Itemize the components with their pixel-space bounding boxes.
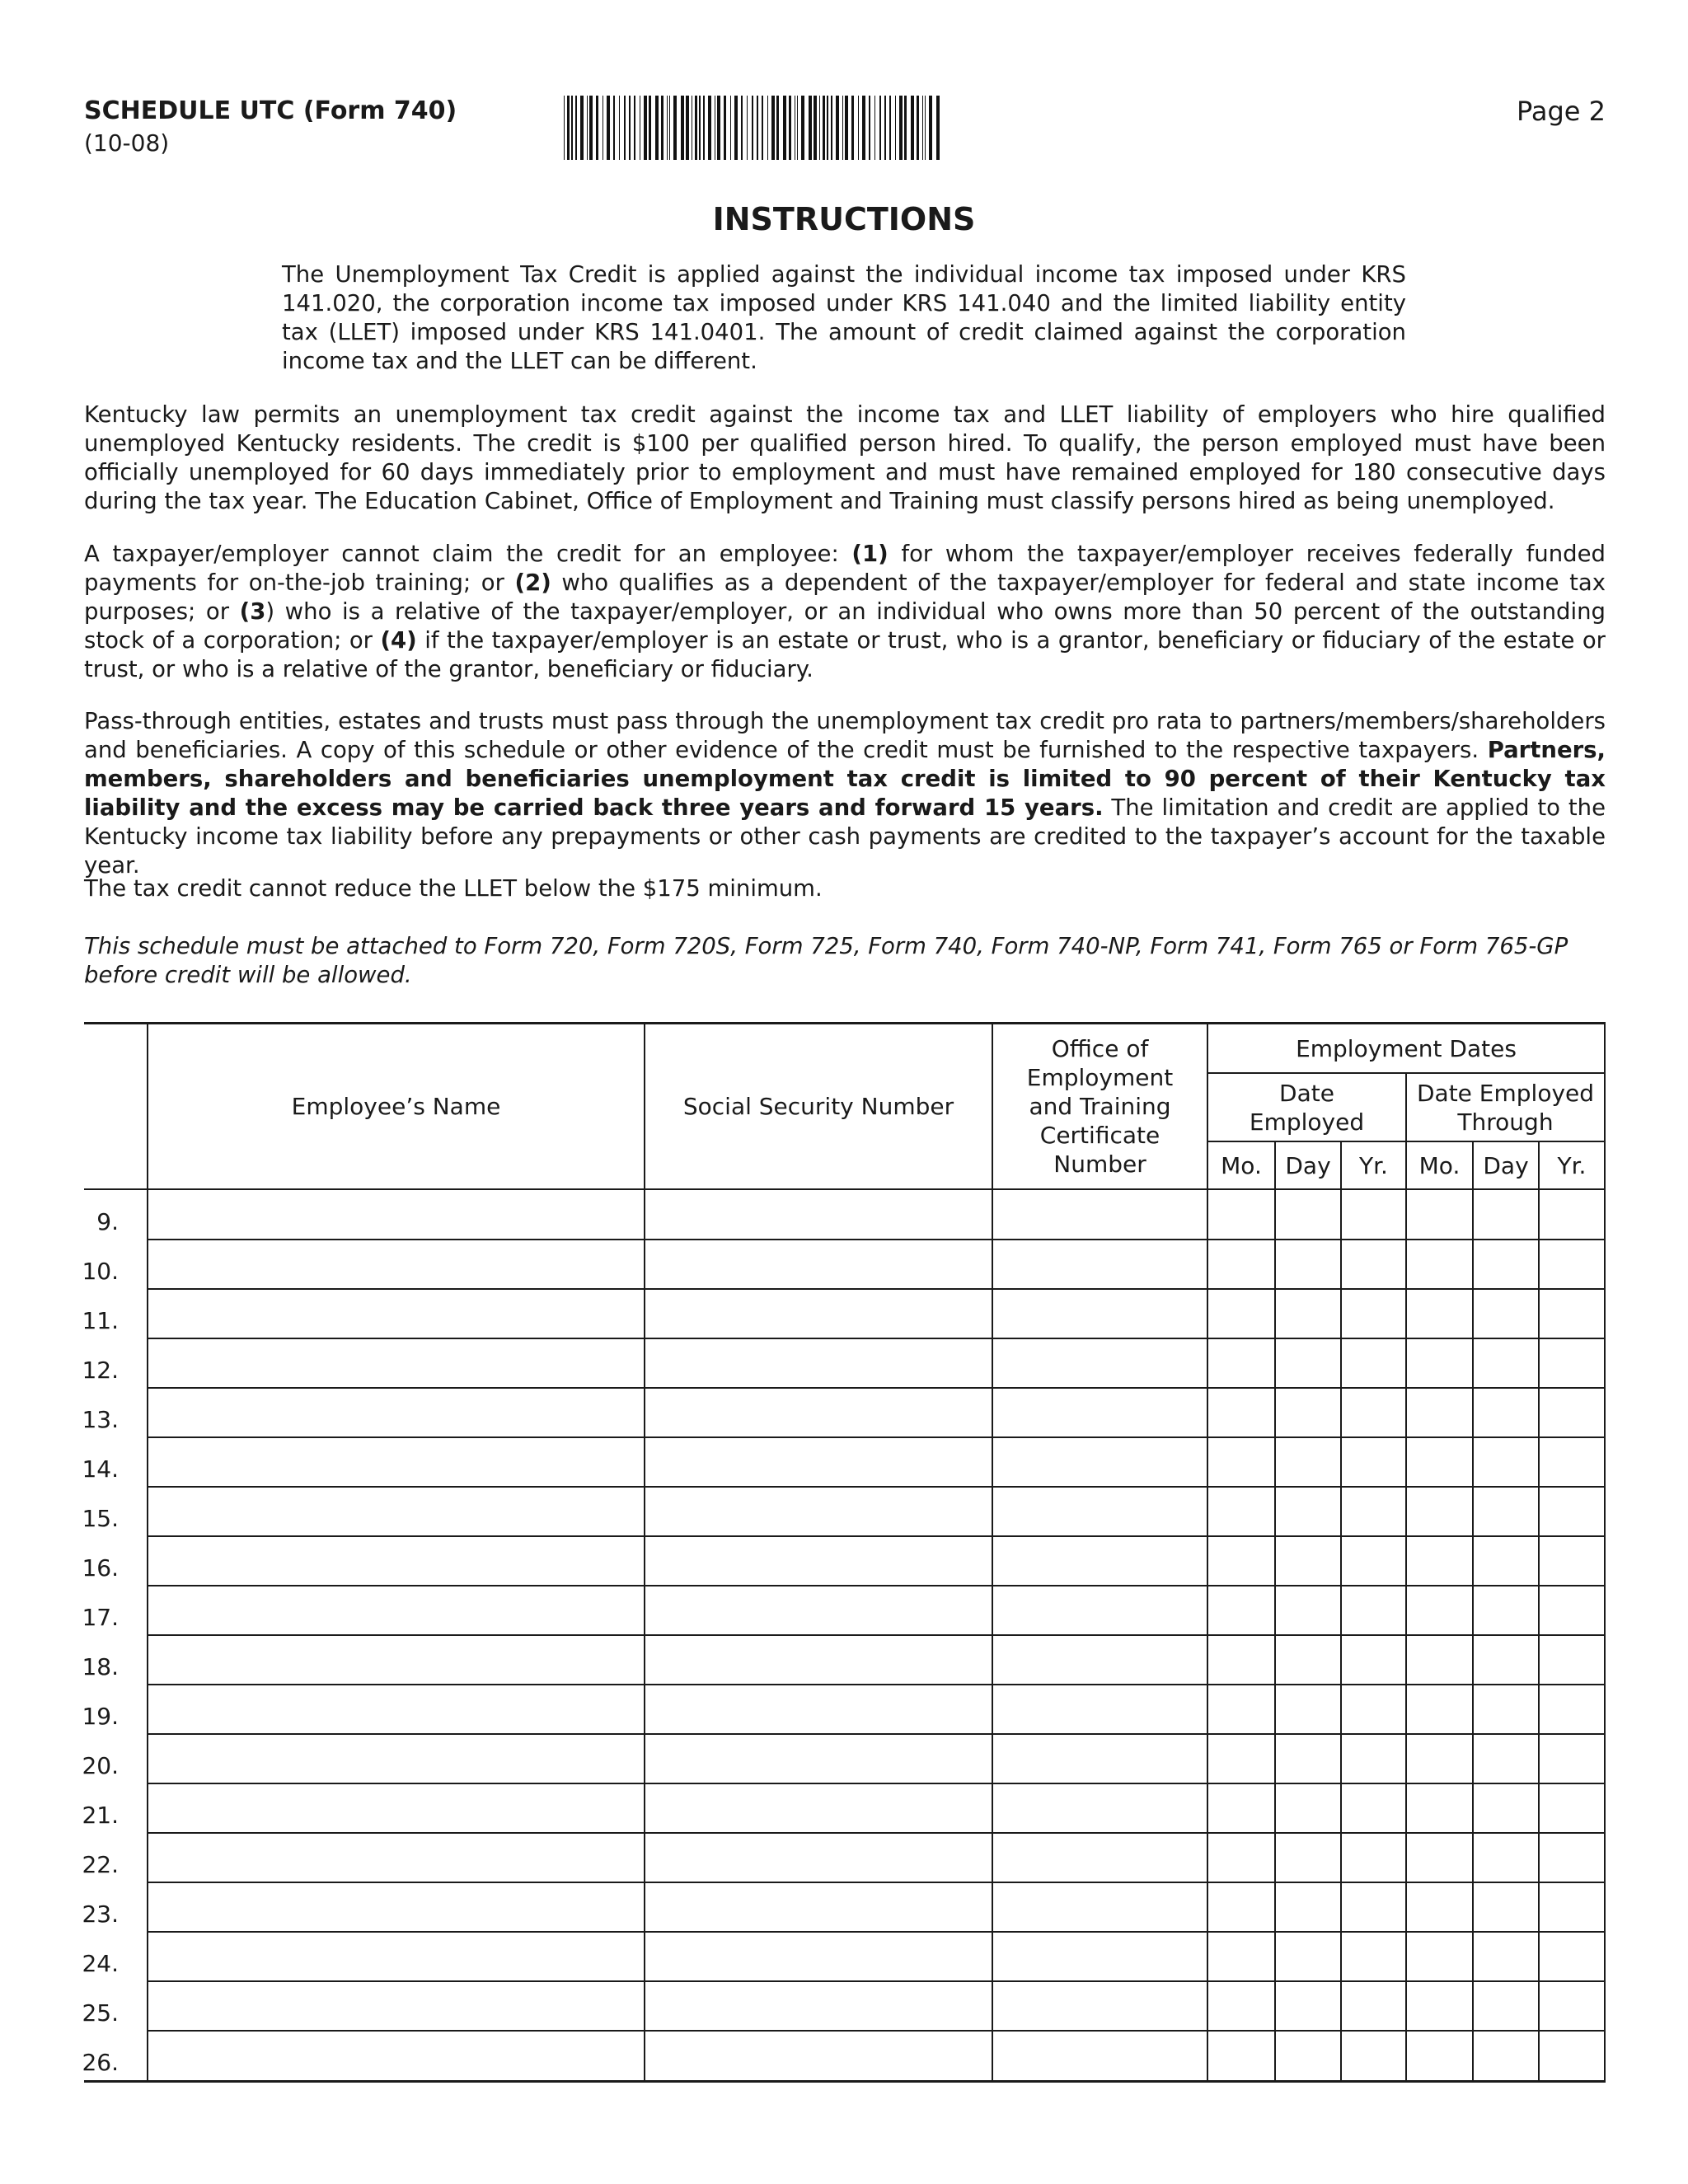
employee-name-field[interactable] — [148, 1685, 644, 1732]
through-day-field[interactable] — [1474, 1783, 1538, 1831]
employed-year-field[interactable] — [1342, 1536, 1405, 1584]
through-day-field[interactable] — [1474, 1388, 1538, 1436]
through-day-field[interactable] — [1474, 1685, 1538, 1732]
ssn-field[interactable] — [645, 1437, 992, 1485]
through-month-field[interactable] — [1407, 1289, 1472, 1337]
employee-name-field[interactable] — [148, 1932, 644, 1980]
line-number: 22. — [82, 1851, 119, 1878]
ssn-field[interactable] — [645, 1338, 992, 1386]
employee-name-field[interactable] — [148, 1586, 644, 1633]
through-year-field[interactable] — [1540, 1536, 1604, 1584]
pass-through-paragraph: Pass-through entities, estates and trusts must pass through the unemployment tax credit pro rata to partners/members/shareholders and beneficiaries. A copy of this schedule or other evidence of the credit must be furnished to the respective taxpayers. Partners, members, shareholders and beneficiaries unemployment tax credit is limited to 90 percent of their Kentucky tax liability and the excess may be carried back three years and forward 15 years. The limitation and credit are applied to the Kentucky income tax liability before any prepayments or other cash payments are credited to the taxpayer’s account for the taxable year. — [84, 708, 1606, 879]
column-header-ssn: Social Security Number — [682, 1093, 954, 1120]
through-day-field[interactable] — [1474, 1487, 1538, 1535]
employed-month-field[interactable] — [1208, 1487, 1274, 1535]
employed-day-field[interactable] — [1276, 2031, 1340, 2079]
line-number: 24. — [82, 1950, 119, 1977]
column-header-through-day: Day — [1483, 1151, 1529, 1179]
employed-day-field[interactable] — [1276, 1190, 1340, 1238]
employee-name-field[interactable] — [148, 1289, 644, 1337]
employed-year-field[interactable] — [1342, 1289, 1405, 1337]
column-header-through-month: Mo. — [1418, 1151, 1461, 1179]
employed-month-field[interactable] — [1208, 1536, 1274, 1584]
employee-name-field[interactable] — [148, 1388, 644, 1436]
certificate-number-field[interactable] — [993, 1586, 1207, 1633]
line-number: 18. — [82, 1653, 119, 1680]
employed-month-field[interactable] — [1208, 1338, 1274, 1386]
line-number: 12. — [82, 1357, 119, 1384]
line-number: 19. — [82, 1703, 119, 1730]
through-year-field[interactable] — [1540, 1437, 1604, 1485]
employed-year-field[interactable] — [1342, 1487, 1405, 1535]
through-year-field[interactable] — [1540, 1783, 1604, 1831]
certificate-number-field[interactable] — [993, 1240, 1207, 1287]
line-number: 9. — [96, 1208, 119, 1235]
line-number: 11. — [82, 1307, 119, 1334]
employed-day-field[interactable] — [1276, 1487, 1340, 1535]
through-month-field[interactable] — [1407, 2031, 1472, 2079]
certificate-number-field[interactable] — [993, 1536, 1207, 1584]
employed-month-field[interactable] — [1208, 1685, 1274, 1732]
employed-month-field[interactable] — [1208, 1289, 1274, 1337]
page-number: Page 2 — [1517, 96, 1606, 127]
ssn-field[interactable] — [645, 1833, 992, 1881]
employed-month-field[interactable] — [1208, 1388, 1274, 1436]
ssn-field[interactable] — [645, 1734, 992, 1782]
ssn-field[interactable] — [645, 1487, 992, 1535]
column-header-through-year: Yr. — [1557, 1151, 1587, 1179]
employed-day-field[interactable] — [1276, 1635, 1340, 1683]
through-day-field[interactable] — [1474, 1240, 1538, 1287]
through-day-field[interactable] — [1474, 1437, 1538, 1485]
employee-name-field[interactable] — [148, 1734, 644, 1782]
through-month-field[interactable] — [1407, 1783, 1472, 1831]
through-month-field[interactable] — [1407, 1981, 1472, 2029]
exclusions-paragraph: A taxpayer/employer cannot claim the credit for an employee: (1) for whom the taxpayer/employer receives federally funded payments for on-the-job training; or (2) who qualifies as a dependent of the taxpayer/employer for federal and state income tax purposes; or (3) who is a relative of the taxpayer/employer, or an individual who owns more than 50 percent of the outstanding stock of a corporation; or (4) if the taxpayer/employer is an estate or trust, who is a grantor, beneficiary or fiduciary of the estate or trust, or who is a relative of the grantor, beneficiary or fiduciary. — [84, 541, 1606, 682]
column-header-employee-name: Employee’s Name — [291, 1093, 501, 1120]
employed-day-field[interactable] — [1276, 1734, 1340, 1782]
through-day-field[interactable] — [1474, 1586, 1538, 1633]
employed-month-field[interactable] — [1208, 1783, 1274, 1831]
employed-month-field[interactable] — [1208, 1190, 1274, 1238]
column-header-date-employed: Date Employed — [1249, 1079, 1365, 1136]
through-day-field[interactable] — [1474, 1289, 1538, 1337]
employed-month-field[interactable] — [1208, 2031, 1274, 2079]
through-day-field[interactable] — [1474, 1833, 1538, 1881]
employed-year-field[interactable] — [1342, 1783, 1405, 1831]
line-number: 21. — [82, 1802, 119, 1829]
through-month-field[interactable] — [1407, 1635, 1472, 1683]
certificate-number-field[interactable] — [993, 1338, 1207, 1386]
ssn-field[interactable] — [645, 1882, 992, 1930]
through-month-field[interactable] — [1407, 1734, 1472, 1782]
employed-month-field[interactable] — [1208, 1240, 1274, 1287]
employee-name-field[interactable] — [148, 1437, 644, 1485]
through-day-field[interactable] — [1474, 1932, 1538, 1980]
line-number: 14. — [82, 1455, 119, 1483]
column-header-day: Day — [1285, 1151, 1331, 1179]
employed-year-field[interactable] — [1342, 1586, 1405, 1633]
eligibility-paragraph: Kentucky law permits an unemployment tax credit against the income tax and LLET liability of employers who hire qualified unemployed Kentucky residents. The credit is $100 per qualified person hired. To qualify, the person employed must have been officially unemployed for 60 days immediately prior to employment and must have remained employed for 180 consecutive days during the tax year. The Education Cabinet, Office of Employment and Training must classify persons hired as being unemployed. — [84, 401, 1606, 514]
employee-name-field[interactable] — [148, 1833, 644, 1881]
line-number: 23. — [82, 1900, 119, 1928]
through-month-field[interactable] — [1407, 1240, 1472, 1287]
through-year-field[interactable] — [1540, 1487, 1604, 1535]
certificate-number-field[interactable] — [993, 1932, 1207, 1980]
through-year-field[interactable] — [1540, 1586, 1604, 1633]
through-month-field[interactable] — [1407, 1586, 1472, 1633]
column-header-employment-dates: Employment Dates — [1296, 1034, 1517, 1062]
employed-day-field[interactable] — [1276, 1981, 1340, 2029]
certificate-number-field[interactable] — [993, 1981, 1207, 2029]
column-header-certificate-number: Office of Employment and Training Certificate Number — [1026, 1034, 1174, 1178]
employed-month-field[interactable] — [1208, 1981, 1274, 2029]
through-year-field[interactable] — [1540, 1882, 1604, 1930]
employed-month-field[interactable] — [1208, 1882, 1274, 1930]
through-month-field[interactable] — [1407, 1437, 1472, 1485]
employed-day-field[interactable] — [1276, 1833, 1340, 1881]
line-number: 10. — [82, 1258, 119, 1285]
through-year-field[interactable] — [1540, 1635, 1604, 1683]
through-year-field[interactable] — [1540, 1981, 1604, 2029]
line-number: 17. — [82, 1604, 119, 1631]
ssn-field[interactable] — [645, 1536, 992, 1584]
employee-name-field[interactable] — [148, 1190, 644, 1238]
attachment-note: This schedule must be attached to Form 720, Form 720S, Form 725, Form 740, Form 740-NP, Form 741, Form 765 or Form 765-GP before credit will be allowed. — [84, 933, 1568, 988]
certificate-number-field[interactable] — [993, 1833, 1207, 1881]
line-number: 26. — [82, 2049, 119, 2076]
employed-year-field[interactable] — [1342, 1685, 1405, 1732]
through-day-field[interactable] — [1474, 1190, 1538, 1238]
through-year-field[interactable] — [1540, 1932, 1604, 1980]
employed-day-field[interactable] — [1276, 1586, 1340, 1633]
certificate-number-field[interactable] — [993, 1783, 1207, 1831]
employed-year-field[interactable] — [1342, 1190, 1405, 1238]
through-day-field[interactable] — [1474, 1635, 1538, 1683]
employed-year-field[interactable] — [1342, 1388, 1405, 1436]
ssn-field[interactable] — [645, 1981, 992, 2029]
through-month-field[interactable] — [1407, 1388, 1472, 1436]
through-month-field[interactable] — [1407, 1487, 1472, 1535]
intro-paragraph: The Unemployment Tax Credit is applied against the individual income tax imposed under KRS 141.020, the corporation income tax imposed under KRS 141.040 and the limited liability entity tax (LLET) imposed under KRS 141.0401. The amount of credit claimed against the corporation income tax and the LLET can be different. — [282, 261, 1406, 374]
employed-year-field[interactable] — [1342, 1882, 1405, 1930]
through-month-field[interactable] — [1407, 1882, 1472, 1930]
certificate-number-field[interactable] — [993, 1190, 1207, 1238]
employed-month-field[interactable] — [1208, 1586, 1274, 1633]
certificate-number-field[interactable] — [993, 1734, 1207, 1782]
employed-day-field[interactable] — [1276, 1240, 1340, 1287]
through-day-field[interactable] — [1474, 1338, 1538, 1386]
column-header-month: Mo. — [1221, 1151, 1262, 1179]
line-number: 15. — [82, 1505, 119, 1532]
employed-day-field[interactable] — [1276, 1289, 1340, 1337]
certificate-number-field[interactable] — [993, 1635, 1207, 1683]
ssn-field[interactable] — [645, 2031, 992, 2079]
certificate-number-field[interactable] — [993, 1487, 1207, 1535]
through-year-field[interactable] — [1540, 1190, 1604, 1238]
employee-name-field[interactable] — [148, 2031, 644, 2079]
ssn-field[interactable] — [645, 1289, 992, 1337]
employed-day-field[interactable] — [1276, 1783, 1340, 1831]
employed-month-field[interactable] — [1208, 1734, 1274, 1782]
through-month-field[interactable] — [1407, 1536, 1472, 1584]
through-year-field[interactable] — [1540, 2031, 1604, 2079]
ssn-field[interactable] — [645, 1783, 992, 1831]
through-month-field[interactable] — [1407, 1190, 1472, 1238]
employed-day-field[interactable] — [1276, 1932, 1340, 1980]
employee-name-field[interactable] — [148, 1783, 644, 1831]
employee-name-field[interactable] — [148, 1981, 644, 2029]
employed-year-field[interactable] — [1342, 1833, 1405, 1881]
line-number: 20. — [82, 1752, 119, 1779]
certificate-number-field[interactable] — [993, 1437, 1207, 1485]
instructions-title: INSTRUCTIONS — [712, 201, 976, 237]
employed-year-field[interactable] — [1342, 1240, 1405, 1287]
employed-year-field[interactable] — [1342, 1981, 1405, 2029]
ssn-field[interactable] — [645, 1190, 992, 1238]
through-year-field[interactable] — [1540, 1240, 1604, 1287]
employed-day-field[interactable] — [1276, 1388, 1340, 1436]
through-day-field[interactable] — [1474, 1981, 1538, 2029]
certificate-number-field[interactable] — [993, 1685, 1207, 1732]
through-month-field[interactable] — [1407, 1833, 1472, 1881]
employed-year-field[interactable] — [1342, 1437, 1405, 1485]
through-day-field[interactable] — [1474, 1882, 1538, 1930]
employed-year-field[interactable] — [1342, 2031, 1405, 2079]
through-month-field[interactable] — [1407, 1338, 1472, 1386]
ssn-field[interactable] — [645, 1635, 992, 1683]
certificate-number-field[interactable] — [993, 1289, 1207, 1337]
certificate-number-field[interactable] — [993, 1388, 1207, 1436]
certificate-number-field[interactable] — [993, 2031, 1207, 2079]
ssn-field[interactable] — [645, 1240, 992, 1287]
employee-name-field[interactable] — [148, 1536, 644, 1584]
employed-year-field[interactable] — [1342, 1635, 1405, 1683]
employed-day-field[interactable] — [1276, 1437, 1340, 1485]
employee-name-field[interactable] — [148, 1635, 644, 1683]
employee-name-field[interactable] — [148, 1338, 644, 1386]
employee-name-field[interactable] — [148, 1882, 644, 1930]
employed-day-field[interactable] — [1276, 1536, 1340, 1584]
through-year-field[interactable] — [1540, 1289, 1604, 1337]
employed-year-field[interactable] — [1342, 1734, 1405, 1782]
through-day-field[interactable] — [1474, 2031, 1538, 2079]
employed-day-field[interactable] — [1276, 1685, 1340, 1732]
form-title: SCHEDULE UTC (Form 740) — [84, 96, 457, 125]
employee-name-field[interactable] — [148, 1487, 644, 1535]
through-year-field[interactable] — [1540, 1685, 1604, 1732]
employed-year-field[interactable] — [1342, 1932, 1405, 1980]
through-month-field[interactable] — [1407, 1685, 1472, 1732]
ssn-field[interactable] — [645, 1388, 992, 1436]
through-year-field[interactable] — [1540, 1833, 1604, 1881]
llet-minimum-paragraph: The tax credit cannot reduce the LLET below the $175 minimum. — [84, 875, 823, 902]
ssn-field[interactable] — [645, 1685, 992, 1732]
employed-day-field[interactable] — [1276, 1882, 1340, 1930]
employee-name-field[interactable] — [148, 1240, 644, 1287]
through-year-field[interactable] — [1540, 1734, 1604, 1782]
form-revision-date: (10-08) — [84, 129, 170, 157]
through-year-field[interactable] — [1540, 1338, 1604, 1386]
line-number: 13. — [82, 1406, 119, 1433]
barcode — [564, 96, 943, 160]
employed-month-field[interactable] — [1208, 1833, 1274, 1881]
employed-month-field[interactable] — [1208, 1437, 1274, 1485]
through-day-field[interactable] — [1474, 1734, 1538, 1782]
line-number: 25. — [82, 1999, 119, 2027]
line-number: 16. — [82, 1554, 119, 1582]
employed-year-field[interactable] — [1342, 1338, 1405, 1386]
ssn-field[interactable] — [645, 1586, 992, 1633]
employed-month-field[interactable] — [1208, 1635, 1274, 1683]
through-day-field[interactable] — [1474, 1536, 1538, 1584]
certificate-number-field[interactable] — [993, 1882, 1207, 1930]
column-header-year: Yr. — [1359, 1151, 1388, 1179]
employed-month-field[interactable] — [1208, 1932, 1274, 1980]
employed-day-field[interactable] — [1276, 1338, 1340, 1386]
through-month-field[interactable] — [1407, 1932, 1472, 1980]
ssn-field[interactable] — [645, 1932, 992, 1980]
through-year-field[interactable] — [1540, 1388, 1604, 1436]
column-header-date-employed-through: Date Employed Through — [1416, 1079, 1595, 1136]
